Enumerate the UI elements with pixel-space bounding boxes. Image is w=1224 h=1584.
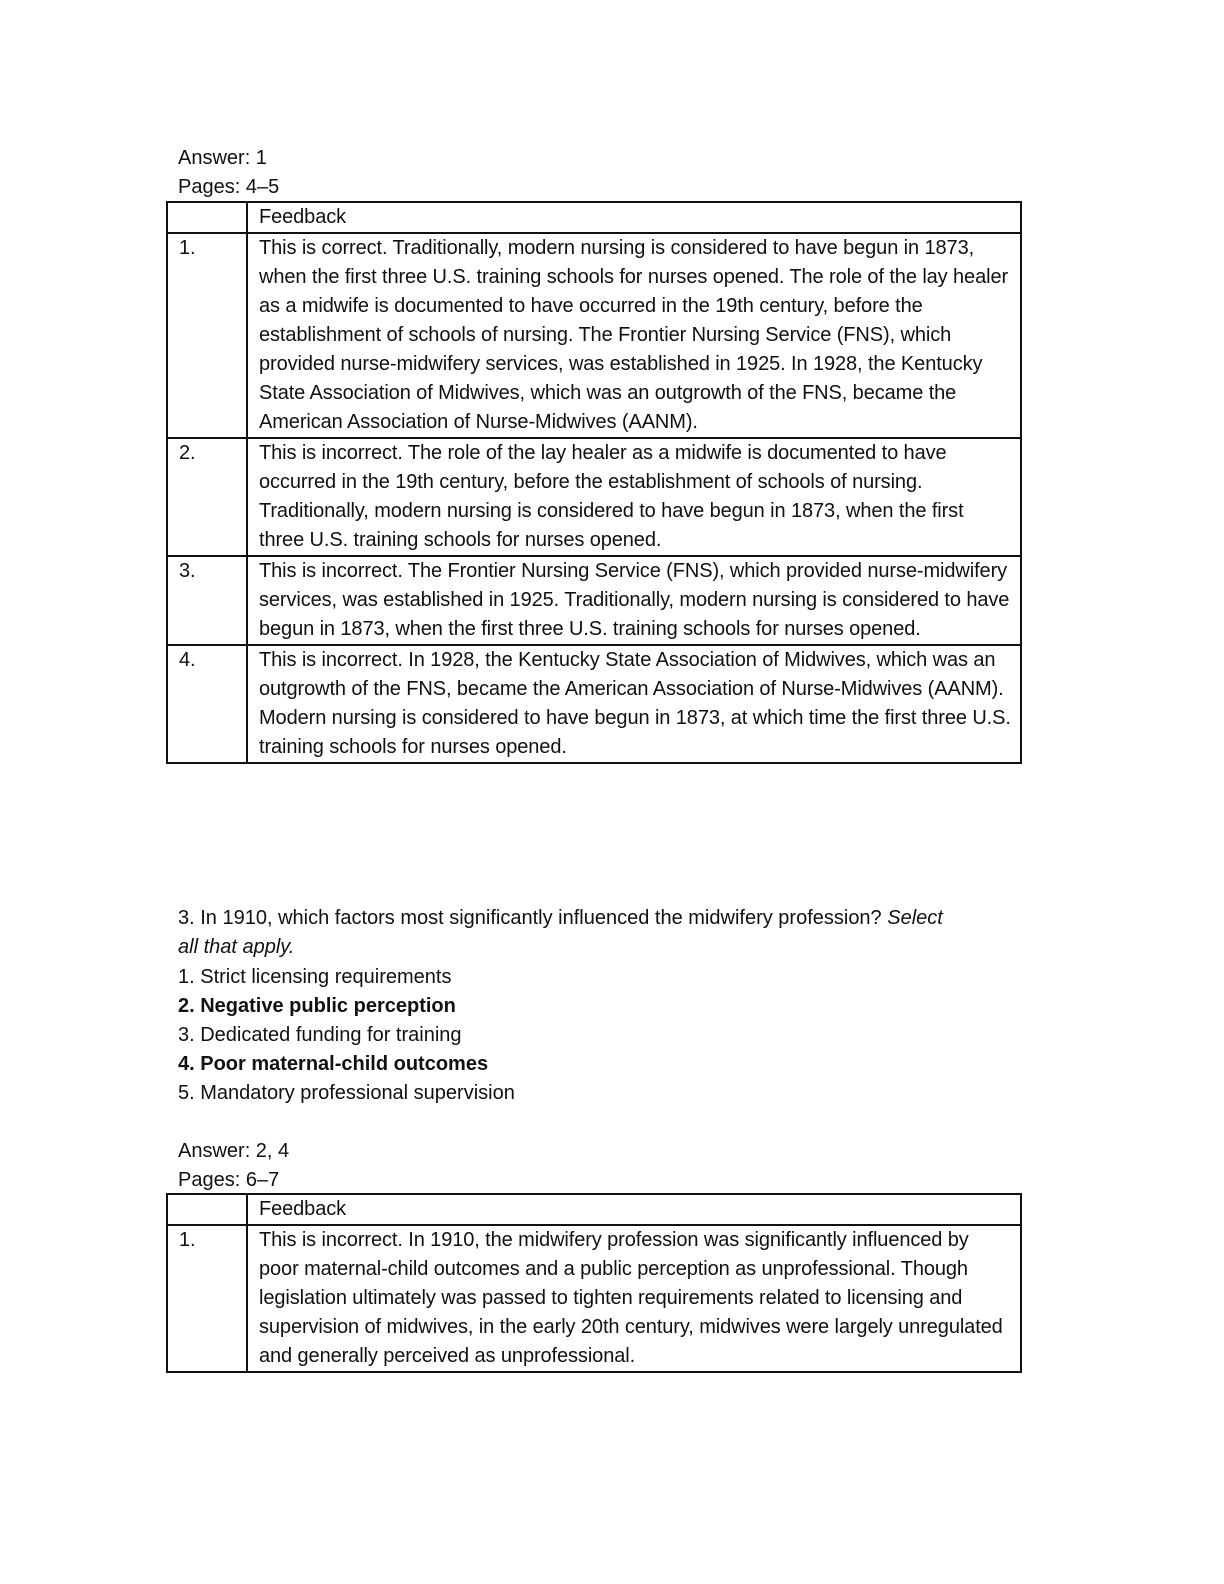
table-row	[167, 556, 1021, 645]
row-number: 1.	[167, 233, 247, 438]
row-number: 2.	[167, 438, 247, 556]
feedback-text: This is incorrect. The Frontier Nursing Service (FNS), which provided nurse-midwifery services, was established in 1925. Traditionally, modern nursing is considered to have begun in 1873, when the first three U.S. training schools for nurses opened.	[247, 556, 1021, 645]
feedback-text: This is incorrect. The role of the lay healer as a midwife is documented to have occurred in the 19th century, before the establishment of schools of nursing. Traditionally, modern nursing is considered to have begun in 1873, when the first three U.S. training schools for nurses opened.	[247, 438, 1021, 556]
feedback-table-header-row	[167, 1194, 1021, 1225]
table-row	[167, 645, 1021, 763]
row-number: 1.	[167, 1225, 247, 1372]
feedback-header-cell: Feedback	[247, 1194, 1021, 1225]
feedback-header-empty-cell	[167, 1194, 247, 1225]
table-row	[167, 438, 1021, 556]
pages-line: Pages: 4–5	[178, 176, 280, 198]
option-5: 5. Mandatory professional supervision	[178, 1082, 515, 1104]
answer-line: Answer: 1	[178, 147, 267, 169]
question-stem: 3. In 1910, which factors most significantly influenced the midwifery profession?	[178, 907, 888, 929]
question-instruction-continued: all that apply.	[178, 936, 295, 958]
feedback-text: This is incorrect. In 1928, the Kentucky State Association of Midwives, which was an outgrowth of the FNS, became the American Association of Nurse-Midwives (AANM). Modern nursing is considered to have begun in 1873, at which time the first three U.S. training schools for nurses opened.	[247, 645, 1021, 763]
feedback-table	[166, 1193, 1022, 1373]
table-row	[167, 1225, 1021, 1372]
feedback-header-empty-cell	[167, 202, 247, 233]
feedback-text: This is incorrect. In 1910, the midwifery profession was significantly influenced by poor maternal-child outcomes and a public perception as unprofessional. Though legislation ultimately was passed to tighten requirements related to licensing and supervision of midwives, in the early 20th century, midwives were largely unregulated and generally perceived as unprofessional.	[247, 1225, 1021, 1372]
question-text	[178, 904, 943, 933]
option-3: 3. Dedicated funding for training	[178, 1024, 462, 1046]
feedback-header-cell: Feedback	[247, 202, 1021, 233]
feedback-table-header-row	[167, 202, 1021, 233]
pages-line: Pages: 6–7	[178, 1169, 280, 1191]
option-4: 4. Poor maternal-child outcomes	[178, 1053, 489, 1075]
option-1: 1. Strict licensing requirements	[178, 966, 452, 988]
table-row	[167, 233, 1021, 438]
row-number: 3.	[167, 556, 247, 645]
feedback-text: This is correct. Traditionally, modern nursing is considered to have begun in 1873, when the first three U.S. training schools for nurses opened. The role of the lay healer as a midwife is documented to have occurred in the 19th century, before the establishment of schools of nursing. The Frontier Nursing Service (FNS), which provided nurse-midwifery services, was established in 1925. In 1928, the Kentucky State Association of Midwives, which was an outgrowth of the FNS, became the American Association of Nurse-Midwives (AANM).	[247, 233, 1021, 438]
question-instruction: Select	[887, 907, 943, 929]
row-number: 4.	[167, 645, 247, 763]
feedback-table	[166, 201, 1022, 764]
answer-line: Answer: 2, 4	[178, 1140, 290, 1162]
option-2: 2. Negative public perception	[178, 995, 456, 1017]
